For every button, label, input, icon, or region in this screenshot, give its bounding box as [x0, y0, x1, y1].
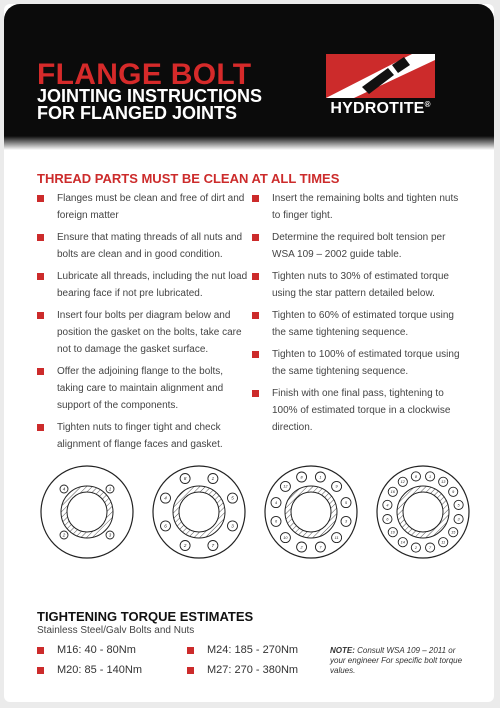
note-label: NOTE:	[330, 646, 355, 655]
flange-bore	[179, 492, 219, 532]
bullet-square-icon	[252, 273, 259, 280]
bolt-sequence-label: 11	[334, 536, 339, 540]
instructions-left-column	[37, 190, 252, 458]
torque-value: M16: 40 - 80Nm	[37, 644, 136, 656]
bolt-sequence-label: 1	[108, 486, 112, 492]
bolt-sequence-label: 2	[300, 545, 303, 550]
bolt-sequence-label: 16	[390, 490, 395, 495]
bolt-sequence-label: 4	[164, 495, 167, 501]
bolt-sequence-label: 8	[414, 474, 417, 479]
section-title: THREAD PARTS MUST BE CLEAN AT ALL TIMES	[37, 171, 340, 186]
torque-section-title: TIGHTENING TORQUE ESTIMATES	[37, 609, 254, 624]
bolt-sequence-label: 13	[441, 480, 446, 485]
torque-value: M20: 85 - 140Nm	[37, 664, 142, 676]
bolt-sequence-label: 7	[429, 545, 432, 550]
header-banner	[4, 4, 494, 149]
bolt-sequence-label: 4	[274, 500, 278, 505]
bullet-square-icon	[37, 234, 44, 241]
logo-bolt-icon	[326, 54, 435, 98]
instruction-item: Offer the adjoining flange to the bolts, taking care to maintain alignment and support of the components.	[37, 363, 252, 414]
bolt-sequence-label: 2	[183, 543, 187, 549]
instruction-item: Tighten nuts to finger tight and check alignment of flange faces and gasket.	[37, 419, 252, 453]
bolt-sequence-label: 9	[335, 484, 338, 489]
bullet-square-icon	[252, 234, 259, 241]
bolt-sequence-label: 5	[231, 495, 234, 501]
bolt-sequence-label: 15	[451, 530, 456, 535]
instruction-item: Finish with one final pass, tightening to 100% of estimated torque in a clockwise direction.	[252, 385, 467, 436]
bolt-sequence-label: 9	[452, 490, 455, 495]
bolt-sequence-label: 7	[319, 545, 322, 550]
bullet-square-icon	[37, 195, 44, 202]
bolt-sequence-label: 2	[414, 545, 417, 550]
subtitle-line-2: FOR FLANGED JOINTS	[37, 103, 238, 123]
bullet-square-icon	[252, 312, 259, 319]
bullet-square-icon	[187, 647, 194, 654]
bolt-sequence-label: 10	[283, 536, 288, 540]
instruction-item: Flanges must be clean and free of dirt and foreign matter	[37, 190, 252, 224]
bolt-sequence-label: 8	[300, 475, 303, 480]
bullet-square-icon	[37, 273, 44, 280]
instruction-item: Tighten to 60% of estimated torque using the same tightening sequence.	[252, 307, 467, 341]
bolt-sequence-label: 7	[211, 543, 215, 549]
instruction-item: Tighten nuts to 30% of estimated torque using the star pattern detailed below.	[252, 268, 467, 302]
bullet-square-icon	[37, 667, 44, 674]
instruction-item: Tighten to 100% of estimated torque using the same tightening sequence.	[252, 346, 467, 380]
bolt-sequence-label: 5	[457, 503, 460, 508]
bolt-sequence-label: 8	[183, 476, 187, 482]
instruction-sheet	[4, 4, 494, 702]
bolt-sequence-label: 14	[400, 540, 405, 545]
bolt-sequence-label: 5	[344, 500, 348, 505]
bolt-sequence-label: 1	[211, 476, 215, 482]
bullet-square-icon	[252, 351, 259, 358]
note-text: Consult WSA 109 – 2011 or your engineer For specific bolt torque values.	[330, 646, 463, 675]
bullet-square-icon	[37, 647, 44, 654]
logo-wordmark: HYDROTITE®	[330, 100, 431, 117]
torque-value: M24: 185 - 270Nm	[187, 644, 298, 656]
bolt-sequence-label: 12	[283, 484, 288, 489]
flange-diagram	[265, 466, 357, 558]
bolt-sequence-label: 6	[274, 519, 278, 524]
flange-diagram	[153, 466, 245, 558]
bolt-sequence-label: 3	[457, 517, 460, 522]
torque-note	[330, 646, 465, 676]
bullet-square-icon	[37, 424, 44, 431]
instruction-item: Lubricate all threads, including the nut load bearing face if not pre lubricated.	[37, 268, 252, 302]
bolt-tightening-diagrams	[32, 456, 472, 566]
logo-emblem	[326, 54, 435, 98]
instruction-item: Insert four bolts per diagram below and position the gasket on the bolts, take care not to damage the gasket surface.	[37, 307, 252, 358]
bolt-sequence-label: 3	[108, 532, 112, 538]
bolt-sequence-label: 6	[164, 523, 167, 529]
bolt-sequence-label: 12	[400, 480, 405, 485]
page-title: FLANGE BOLT	[37, 58, 252, 91]
bullet-square-icon	[37, 312, 44, 319]
flange-diagram	[41, 466, 133, 558]
bolt-sequence-label: 10	[390, 530, 395, 535]
bolt-sequence-label: 4	[386, 503, 389, 508]
bolt-sequence-label: 4	[62, 486, 66, 492]
header-fade	[4, 136, 494, 150]
torque-subtitle: Stainless Steel/Galv Bolts and Nuts	[37, 625, 195, 636]
instruction-item: Insert the remaining bolts and tighten nuts to finger tight.	[252, 190, 467, 224]
hydrotite-logo	[326, 54, 435, 122]
instruction-item: Ensure that mating threads of all nuts and bolts are clean and in good condition.	[37, 229, 252, 263]
bullet-square-icon	[187, 667, 194, 674]
subtitle-line-1: JOINTING INSTRUCTIONS	[37, 86, 263, 106]
bolt-sequence-label: 1	[319, 475, 322, 480]
bolt-sequence-label: 6	[386, 517, 389, 522]
page-subtitle	[37, 88, 262, 122]
bolt-sequence-label: 2	[62, 532, 66, 538]
bullet-square-icon	[252, 195, 259, 202]
instruction-item: Determine the required bolt tension per WSA 109 – 2002 guide table.	[252, 229, 467, 263]
instructions-right-column	[252, 190, 467, 441]
bolt-sequence-label: 3	[231, 523, 234, 529]
flange-bore	[67, 492, 107, 532]
bolt-sequence-label: 1	[429, 474, 432, 479]
bolt-sequence-label: 11	[441, 540, 446, 545]
flange-diagram	[377, 466, 469, 558]
bullet-square-icon	[252, 390, 259, 397]
torque-value: M27: 270 - 380Nm	[187, 664, 298, 676]
flange-bore	[403, 492, 443, 532]
bolt-sequence-label: 3	[344, 519, 348, 524]
bullet-square-icon	[37, 368, 44, 375]
flange-bore	[291, 492, 331, 532]
